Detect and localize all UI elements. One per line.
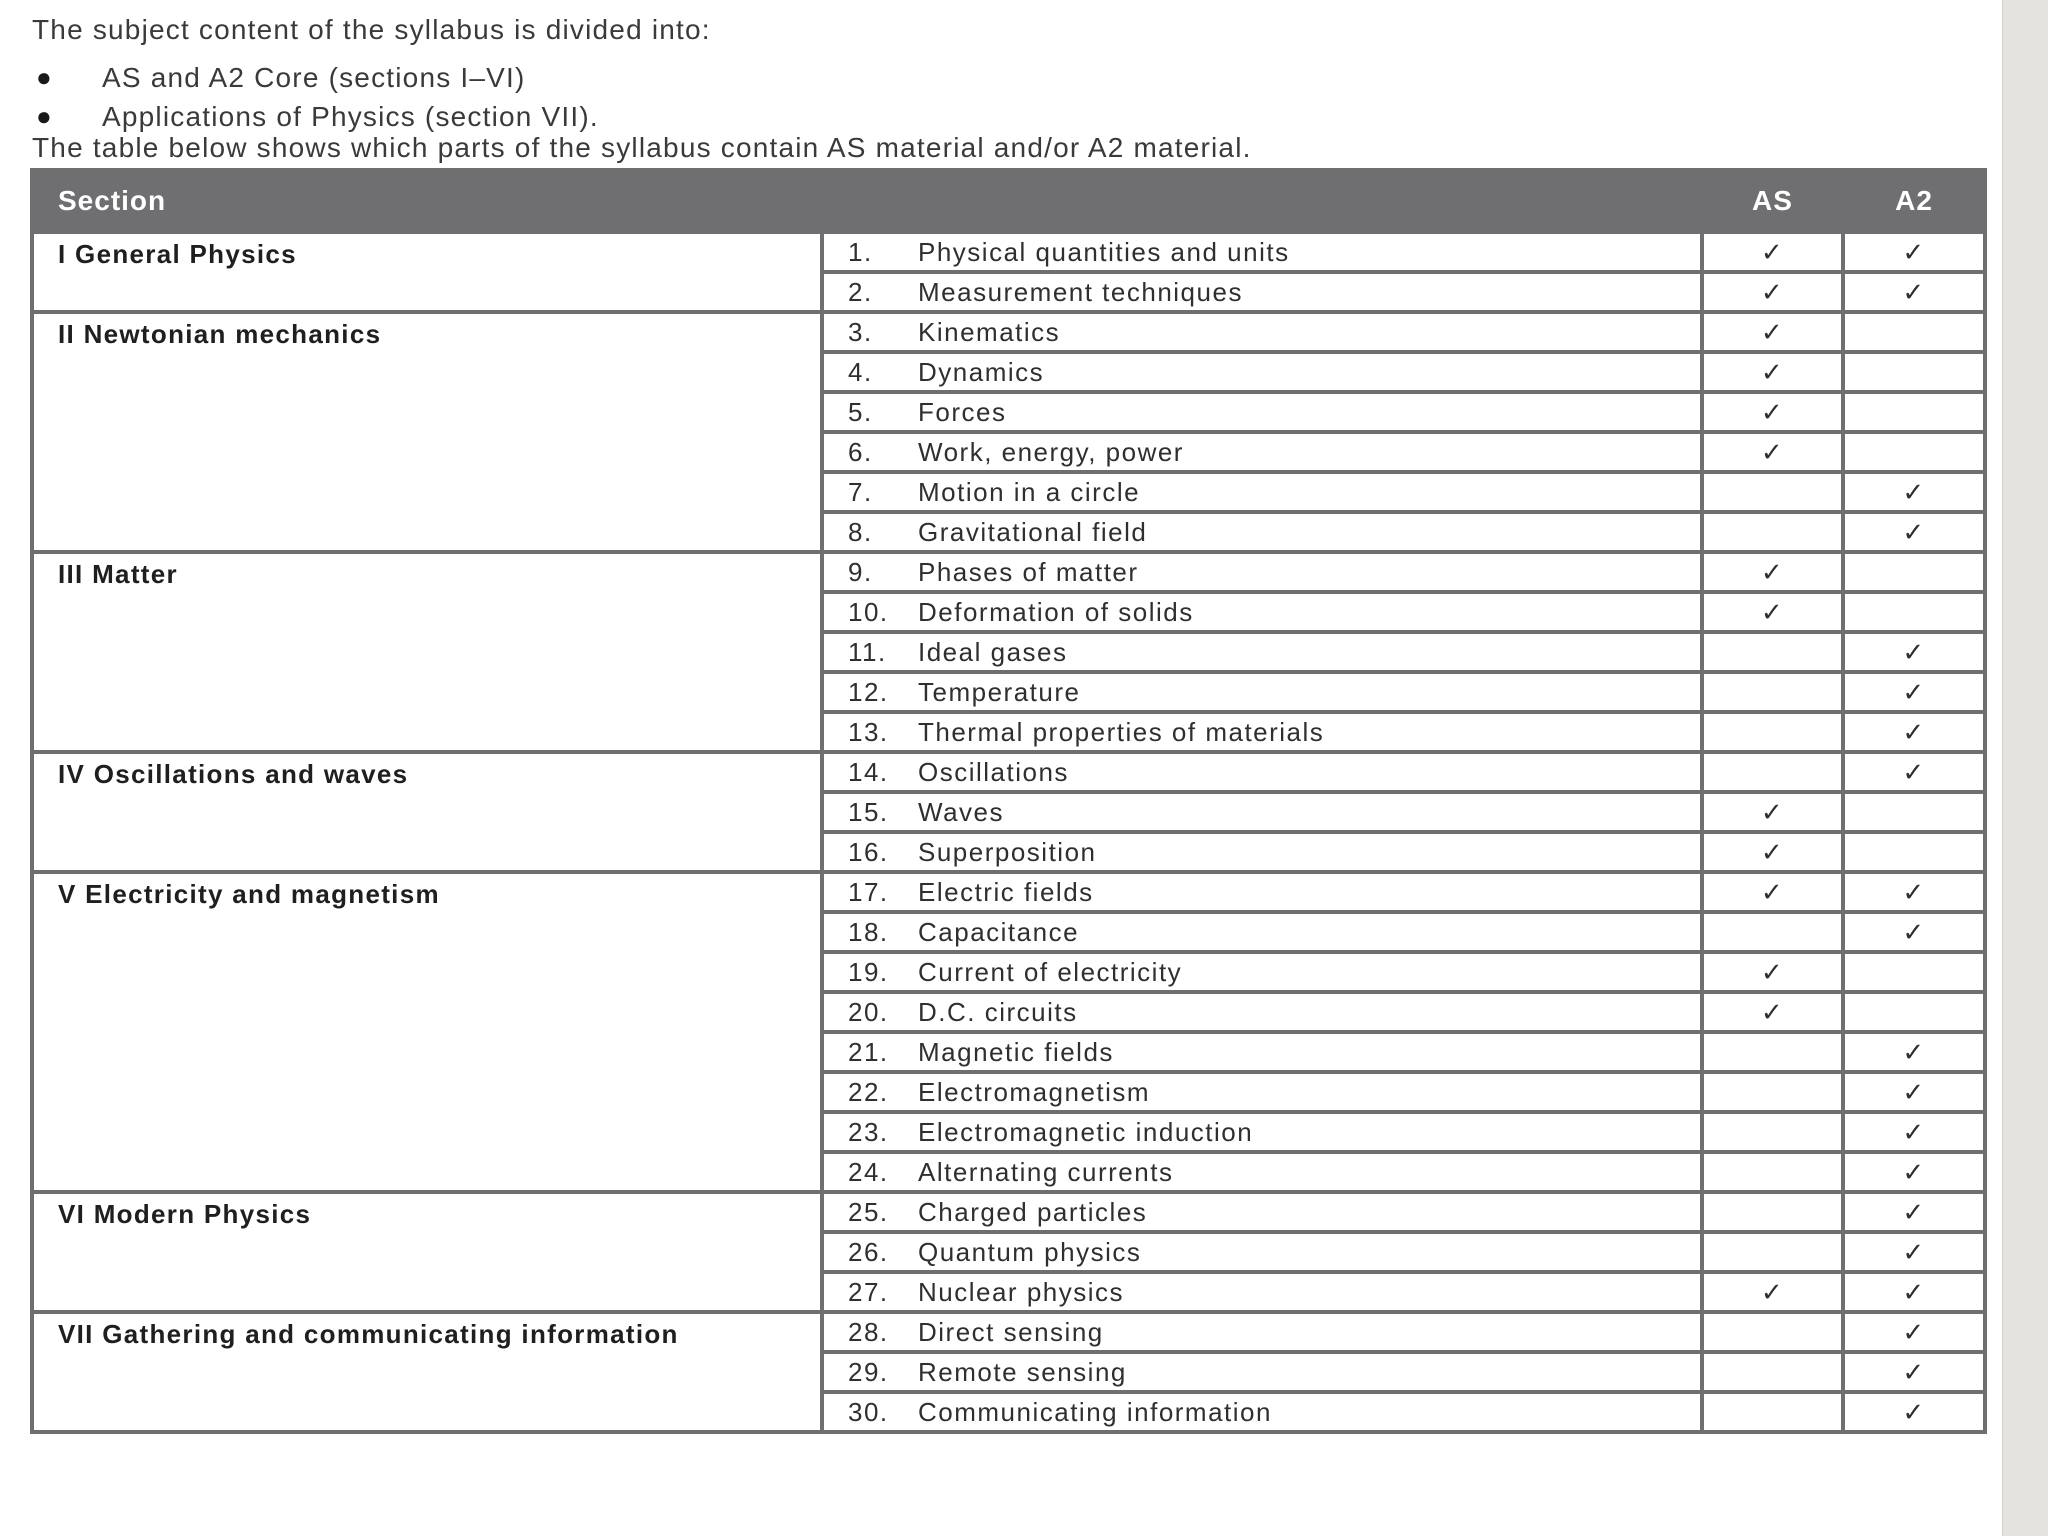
- topic-number: 20.: [848, 996, 889, 1027]
- topic-cell: [822, 992, 1702, 1032]
- table-row: [32, 872, 1985, 912]
- a2-cell: [1843, 392, 1985, 432]
- a2-cell: [1843, 752, 1985, 792]
- topic-number: 28.: [848, 1316, 889, 1347]
- topic-title: Oscillations: [918, 756, 1069, 787]
- bullet-text: Applications of Physics (section VII).: [102, 101, 599, 132]
- section-name: III Matter: [32, 552, 822, 752]
- topic-number: 14.: [848, 756, 889, 787]
- check-icon: ✓: [1902, 1156, 1926, 1187]
- check-icon: ✓: [1902, 1316, 1926, 1347]
- topic-number: 29.: [848, 1356, 889, 1387]
- check-icon: ✓: [1760, 956, 1785, 987]
- topic-title: Physical quantities and units: [918, 236, 1290, 267]
- a2-cell: [1843, 472, 1985, 512]
- a2-cell: [1843, 272, 1985, 312]
- topic-title: Current of electricity: [918, 956, 1183, 987]
- table-row: [32, 232, 1985, 272]
- table-row: [32, 1192, 1985, 1232]
- as-cell: [1702, 1112, 1843, 1152]
- bullet-item: [32, 97, 599, 136]
- topic-cell: [822, 712, 1702, 752]
- topic-title: Alternating currents: [918, 1156, 1174, 1187]
- check-icon: ✓: [1902, 276, 1926, 307]
- as-cell: [1702, 632, 1843, 672]
- header-a2: A2: [1843, 170, 1985, 232]
- syllabus-table: [30, 168, 1987, 1434]
- check-icon: ✓: [1760, 876, 1785, 907]
- topic-title: Quantum physics: [918, 1236, 1142, 1267]
- topic-number: 10.: [848, 596, 889, 627]
- a2-cell: [1843, 872, 1985, 912]
- as-cell: [1702, 512, 1843, 552]
- topic-cell: [822, 1072, 1702, 1112]
- topic-cell: [822, 352, 1702, 392]
- a2-cell: [1843, 1032, 1985, 1072]
- check-icon: ✓: [1760, 356, 1785, 387]
- topic-cell: [822, 592, 1702, 632]
- a2-cell: [1843, 512, 1985, 552]
- check-icon: ✓: [1902, 1276, 1926, 1307]
- check-icon: ✓: [1760, 996, 1785, 1027]
- a2-cell: [1843, 952, 1985, 992]
- section-name: VI Modern Physics: [32, 1192, 822, 1312]
- a2-cell: [1843, 1312, 1985, 1352]
- topic-title: Magnetic fields: [918, 1036, 1114, 1067]
- check-icon: ✓: [1760, 556, 1785, 587]
- topic-number: 23.: [848, 1116, 889, 1147]
- a2-cell: [1843, 352, 1985, 392]
- topic-title: D.C. circuits: [918, 996, 1078, 1027]
- a2-cell: [1843, 672, 1985, 712]
- check-icon: ✓: [1902, 676, 1926, 707]
- topic-cell: [822, 872, 1702, 912]
- topic-cell: [822, 1112, 1702, 1152]
- check-icon: ✓: [1760, 436, 1785, 467]
- table-row: [32, 752, 1985, 792]
- header-section: Section: [32, 170, 822, 232]
- as-cell: [1702, 1192, 1843, 1232]
- a2-cell: [1843, 1232, 1985, 1272]
- topic-cell: [822, 632, 1702, 672]
- check-icon: ✓: [1902, 876, 1926, 907]
- topic-cell: [822, 512, 1702, 552]
- check-icon: ✓: [1902, 1116, 1926, 1147]
- topic-title: Deformation of solids: [918, 596, 1194, 627]
- a2-cell: [1843, 712, 1985, 752]
- topic-cell: [822, 912, 1702, 952]
- as-cell: [1702, 992, 1843, 1032]
- a2-cell: [1843, 1272, 1985, 1312]
- as-cell: [1702, 872, 1843, 912]
- as-cell: [1702, 672, 1843, 712]
- topic-cell: [822, 672, 1702, 712]
- topic-title: Electromagnetic induction: [918, 1116, 1254, 1147]
- topic-cell: [822, 1312, 1702, 1352]
- topic-title: Ideal gases: [918, 636, 1068, 667]
- as-cell: [1702, 592, 1843, 632]
- topic-number: 24.: [848, 1156, 889, 1187]
- topic-number: 11.: [848, 636, 887, 667]
- topic-title: Electric fields: [918, 876, 1094, 907]
- topic-cell: [822, 952, 1702, 992]
- check-icon: ✓: [1902, 636, 1926, 667]
- topic-number: 18.: [848, 916, 889, 947]
- section-name: II Newtonian mechanics: [32, 312, 822, 552]
- topic-title: Thermal properties of materials: [918, 716, 1325, 747]
- a2-cell: [1843, 232, 1985, 272]
- check-icon: ✓: [1902, 516, 1926, 547]
- bullet-icon: ●: [36, 101, 53, 131]
- topic-title: Electromagnetism: [918, 1076, 1151, 1107]
- topic-title: Motion in a circle: [918, 476, 1141, 507]
- as-cell: [1702, 1312, 1843, 1352]
- topic-cell: [822, 752, 1702, 792]
- as-cell: [1702, 352, 1843, 392]
- a2-cell: [1843, 792, 1985, 832]
- topic-cell: [822, 552, 1702, 592]
- as-cell: [1702, 1072, 1843, 1112]
- topic-number: 15.: [848, 796, 889, 827]
- check-icon: ✓: [1760, 836, 1785, 867]
- check-icon: ✓: [1902, 1236, 1926, 1267]
- topic-number: 26.: [848, 1236, 889, 1267]
- topic-number: 1.: [848, 236, 873, 267]
- topic-title: Waves: [918, 796, 1004, 827]
- topic-number: 9.: [848, 556, 873, 587]
- as-cell: [1702, 272, 1843, 312]
- table-body: [32, 232, 1985, 1432]
- bullet-icon: ●: [36, 62, 53, 92]
- check-icon: ✓: [1760, 1276, 1785, 1307]
- topic-title: Capacitance: [918, 916, 1080, 947]
- as-cell: [1702, 312, 1843, 352]
- topic-title: Communicating information: [918, 1396, 1272, 1427]
- topic-number: 2.: [848, 276, 873, 307]
- topic-title: Kinematics: [918, 316, 1061, 347]
- topic-number: 16.: [848, 836, 889, 867]
- topic-number: 4.: [848, 356, 873, 387]
- section-name: I General Physics: [32, 232, 822, 312]
- table-row: [32, 312, 1985, 352]
- table-caption: The table below shows which parts of the syllabus contain AS material and/or A2 material.: [32, 132, 1252, 163]
- topic-number: 17.: [848, 876, 889, 907]
- check-icon: ✓: [1902, 1076, 1926, 1107]
- as-cell: [1702, 472, 1843, 512]
- a2-cell: [1843, 1112, 1985, 1152]
- check-icon: ✓: [1902, 476, 1926, 507]
- topic-title: Forces: [918, 396, 1007, 427]
- table-header-row: [32, 170, 1985, 232]
- section-name: IV Oscillations and waves: [32, 752, 822, 872]
- as-cell: [1702, 1032, 1843, 1072]
- topic-cell: [822, 1032, 1702, 1072]
- topic-number: 21.: [848, 1036, 889, 1067]
- topic-number: 12.: [848, 676, 889, 707]
- as-cell: [1702, 952, 1843, 992]
- a2-cell: [1843, 592, 1985, 632]
- topic-title: Temperature: [918, 676, 1081, 707]
- topic-number: 22.: [848, 1076, 889, 1107]
- a2-cell: [1843, 552, 1985, 592]
- check-icon: ✓: [1760, 596, 1785, 627]
- slide-side-bar: [2002, 0, 2048, 1536]
- topic-title: Charged particles: [918, 1196, 1148, 1227]
- header-as: AS: [1702, 170, 1843, 232]
- topic-cell: [822, 312, 1702, 352]
- a2-cell: [1843, 1192, 1985, 1232]
- a2-cell: [1843, 912, 1985, 952]
- check-icon: ✓: [1902, 1196, 1926, 1227]
- topic-number: 8.: [848, 516, 873, 547]
- topic-cell: [822, 832, 1702, 872]
- topic-number: 19.: [848, 956, 889, 987]
- topic-cell: [822, 1192, 1702, 1232]
- as-cell: [1702, 552, 1843, 592]
- as-cell: [1702, 1272, 1843, 1312]
- topic-cell: [822, 472, 1702, 512]
- check-icon: ✓: [1902, 916, 1926, 947]
- topic-title: Remote sensing: [918, 1356, 1127, 1387]
- as-cell: [1702, 1232, 1843, 1272]
- topic-number: 6.: [848, 436, 873, 467]
- a2-cell: [1843, 1392, 1985, 1432]
- topic-number: 25.: [848, 1196, 889, 1227]
- check-icon: ✓: [1760, 796, 1785, 827]
- topic-cell: [822, 232, 1702, 272]
- check-icon: ✓: [1902, 756, 1926, 787]
- as-cell: [1702, 432, 1843, 472]
- topic-number: 3.: [848, 316, 873, 347]
- topic-number: 7.: [848, 476, 873, 507]
- bullet-text: AS and A2 Core (sections I–VI): [102, 62, 526, 93]
- check-icon: ✓: [1760, 316, 1785, 347]
- intro-text: The subject content of the syllabus is divided into:: [32, 14, 711, 45]
- a2-cell: [1843, 832, 1985, 872]
- topic-number: 5.: [848, 396, 873, 427]
- topic-number: 30.: [848, 1396, 889, 1427]
- topic-title: Dynamics: [918, 356, 1045, 387]
- a2-cell: [1843, 1152, 1985, 1192]
- as-cell: [1702, 712, 1843, 752]
- topic-title: Direct sensing: [918, 1316, 1104, 1347]
- bullet-list: [32, 58, 599, 136]
- as-cell: [1702, 392, 1843, 432]
- as-cell: [1702, 1152, 1843, 1192]
- check-icon: ✓: [1902, 1036, 1926, 1067]
- a2-cell: [1843, 1072, 1985, 1112]
- table-row: [32, 552, 1985, 592]
- topic-title: Gravitational field: [918, 516, 1148, 547]
- as-cell: [1702, 1352, 1843, 1392]
- a2-cell: [1843, 992, 1985, 1032]
- as-cell: [1702, 752, 1843, 792]
- topic-cell: [822, 1232, 1702, 1272]
- a2-cell: [1843, 312, 1985, 352]
- section-name: V Electricity and magnetism: [32, 872, 822, 1192]
- check-icon: ✓: [1902, 1396, 1926, 1427]
- topic-number: 13.: [848, 716, 889, 747]
- check-icon: ✓: [1902, 716, 1926, 747]
- a2-cell: [1843, 1352, 1985, 1392]
- as-cell: [1702, 912, 1843, 952]
- as-cell: [1702, 1392, 1843, 1432]
- topic-cell: [822, 392, 1702, 432]
- topic-title: Nuclear physics: [918, 1276, 1125, 1307]
- topic-title: Superposition: [918, 836, 1097, 867]
- a2-cell: [1843, 632, 1985, 672]
- topic-cell: [822, 1272, 1702, 1312]
- topic-cell: [822, 792, 1702, 832]
- topic-cell: [822, 1352, 1702, 1392]
- header-topic: [822, 170, 1702, 232]
- as-cell: [1702, 792, 1843, 832]
- check-icon: ✓: [1760, 236, 1785, 267]
- as-cell: [1702, 232, 1843, 272]
- topic-title: Phases of matter: [918, 556, 1139, 587]
- topic-cell: [822, 272, 1702, 312]
- check-icon: ✓: [1902, 1356, 1926, 1387]
- topic-title: Work, energy, power: [918, 436, 1184, 467]
- topic-title: Measurement techniques: [918, 276, 1243, 307]
- topic-cell: [822, 1152, 1702, 1192]
- section-name: VII Gathering and communicating information: [32, 1312, 822, 1432]
- a2-cell: [1843, 432, 1985, 472]
- bullet-item: [32, 58, 599, 97]
- as-cell: [1702, 832, 1843, 872]
- table-row: [32, 1312, 1985, 1352]
- check-icon: ✓: [1902, 236, 1926, 267]
- check-icon: ✓: [1760, 396, 1785, 427]
- topic-number: 27.: [848, 1276, 889, 1307]
- topic-cell: [822, 432, 1702, 472]
- topic-cell: [822, 1392, 1702, 1432]
- check-icon: ✓: [1760, 276, 1785, 307]
